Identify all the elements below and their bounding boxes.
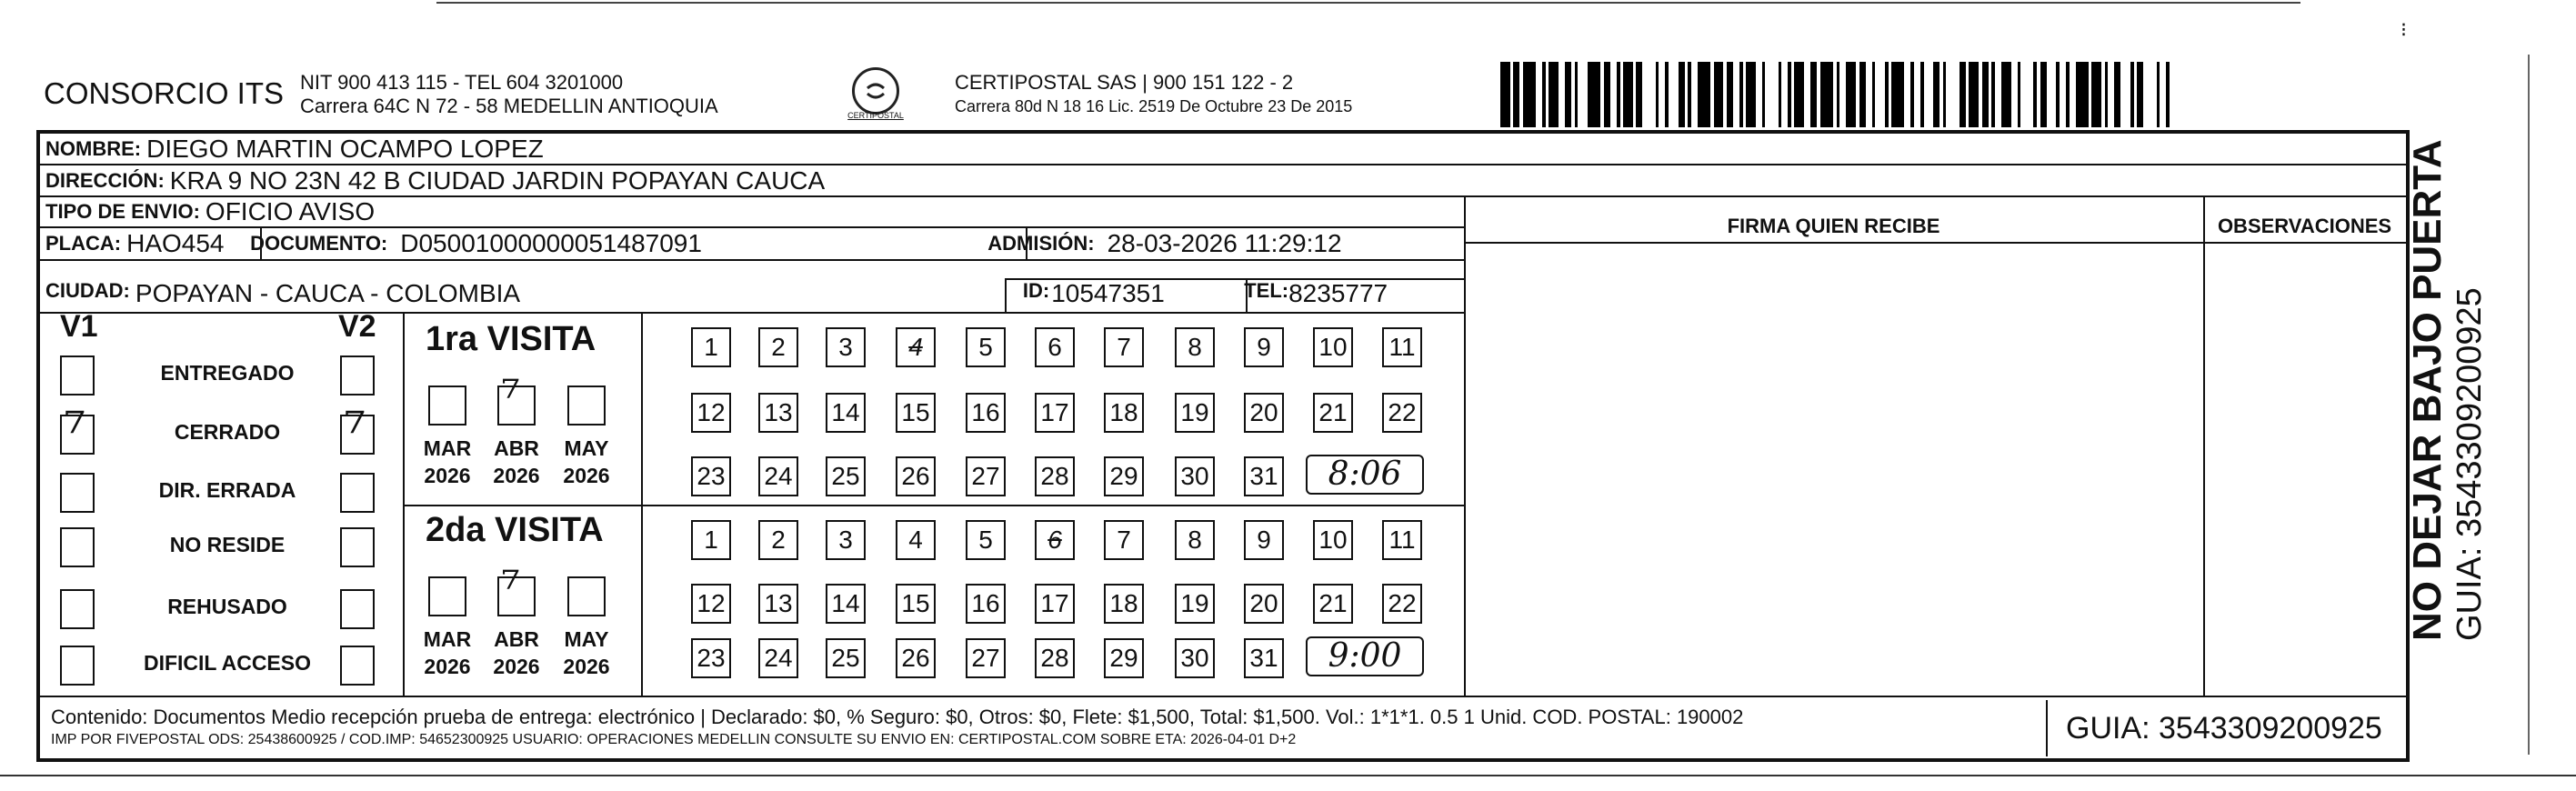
- visit2-day-box[interactable]: 11: [1382, 520, 1422, 560]
- footer-guia: GUIA: 3543309200925: [2046, 700, 2406, 756]
- placa-row: [40, 228, 1464, 261]
- right-edge-line: [2528, 55, 2530, 755]
- footer-content: Contenido: Documentos Medio recepción prueba de entrega: electrónico | Declarado: $0, % Seguro: $0, Otros: $0, Flete: $1,500, Total: $1,500. Vol.: 1*1*1. 0.5 1 Unid. COD. POSTAL: 190002: [51, 706, 1744, 728]
- visit1-day-box[interactable]: 29: [1104, 456, 1144, 496]
- visit1-day-box[interactable]: 3: [826, 327, 866, 367]
- first-visit-time: 8:06: [1306, 455, 1424, 495]
- visit2-month-label-1: [485, 626, 548, 680]
- side-guia: GUIA: 3543309200925: [2451, 287, 2489, 641]
- v1-checkbox-4[interactable]: [60, 589, 95, 629]
- barcode-bar: [2011, 62, 2018, 127]
- visit1-month-box-0[interactable]: [428, 385, 466, 426]
- barcode-bar: [1523, 62, 1536, 127]
- v1-checkbox-0[interactable]: [60, 355, 95, 396]
- visit2-day-box[interactable]: 7: [1104, 520, 1144, 560]
- barcode-bar: [1691, 62, 1698, 127]
- visit2-day-box[interactable]: 23: [691, 638, 731, 678]
- visit1-day-box[interactable]: 26: [896, 456, 936, 496]
- visit2-day-box[interactable]: 19: [1175, 584, 1215, 624]
- visit1-day-box[interactable]: 24: [758, 456, 798, 496]
- barcode-bar: [1565, 62, 1571, 127]
- visit1-day-box[interactable]: 6: [1035, 327, 1075, 367]
- visit1-day-box[interactable]: 13: [758, 393, 798, 433]
- visit2-day-box[interactable]: 27: [966, 638, 1006, 678]
- tipo-value: OFICIO AVISO: [205, 197, 376, 225]
- v2-checkbox-0[interactable]: [340, 355, 375, 396]
- visit2-day-box[interactable]: 13: [758, 584, 798, 624]
- barcode-bar: [2108, 62, 2114, 127]
- barcode-bar: [1642, 62, 1655, 127]
- documento-label: DOCUMENTO:: [250, 232, 388, 255]
- barcode-bar: [1914, 62, 1920, 127]
- direccion-value: KRA 9 NO 23N 42 B CIUDAD JARDIN POPAYAN CAUCA: [169, 165, 826, 195]
- barcode-bar: [1727, 62, 1733, 127]
- tipo-label: TIPO DE ENVIO:: [45, 200, 200, 223]
- barcode-bar: [2001, 62, 2011, 127]
- admision-value: 28-03-2026 11:29:12: [1107, 229, 1342, 257]
- side-text: [2405, 139, 2490, 641]
- placa-value: HAO454: [126, 229, 225, 257]
- observaciones-header: OBSERVACIONES: [2217, 215, 2392, 237]
- divider: [1005, 278, 1465, 280]
- visit2-month-label-2: [555, 626, 618, 680]
- divider: [40, 696, 2406, 697]
- visit2-month-label-0: [416, 626, 479, 680]
- barcode-bar: [1866, 62, 1872, 127]
- barcode-bar: [1804, 62, 1810, 127]
- barcode-bar: [1969, 62, 1979, 127]
- check-mark-icon: ⁷: [501, 562, 520, 616]
- status-label-2: DIR. ERRADA: [158, 478, 296, 502]
- visit2-month-year-2: 2026: [563, 655, 610, 678]
- v2-checkbox-2[interactable]: [340, 473, 375, 513]
- id-value: 10547351: [1051, 279, 1165, 307]
- v2-checkbox-3[interactable]: [340, 527, 375, 567]
- company-info: [300, 71, 718, 118]
- v2-header: V2: [338, 309, 376, 344]
- barcode-bar: [1946, 62, 1959, 127]
- placa-label: PLACA:: [45, 232, 122, 255]
- barcode-bar: [1588, 62, 1600, 127]
- documento-value: D05001000000051487091: [400, 229, 702, 257]
- visit2-day-box[interactable]: 5: [966, 520, 1006, 560]
- visit1-day-box[interactable]: 30: [1175, 456, 1215, 496]
- barcode-bar: [1559, 62, 1565, 127]
- admision-label: ADMISIÓN:: [987, 232, 1095, 255]
- visit2-day-box[interactable]: 28: [1035, 638, 1075, 678]
- courier-logo-icon: [852, 67, 899, 115]
- visit1-month-name-2: MAY: [564, 436, 609, 460]
- courier-info: [955, 71, 1352, 118]
- visit2-day-box[interactable]: 6: [1035, 520, 1075, 560]
- firma-header: FIRMA QUIEN RECIBE: [1727, 215, 1940, 237]
- v1-checkbox-5[interactable]: [60, 646, 95, 686]
- side-warning: NO DEJAR BAJO PUERTA: [2405, 139, 2450, 641]
- barcode-bar: [2170, 62, 2180, 127]
- visit1-month-year-2: 2026: [563, 464, 610, 487]
- visit2-day-box[interactable]: 24: [758, 638, 798, 678]
- barcode-bar: [1960, 62, 1966, 127]
- visit1-month-label-2: [555, 435, 618, 489]
- divider: [1005, 278, 1007, 314]
- visit2-month-year-1: 2026: [493, 655, 540, 678]
- first-visit-title: 1ra VISITA: [426, 320, 596, 358]
- barcode-bar: [1794, 62, 1804, 127]
- barcode: [1500, 62, 2180, 127]
- divider: [1464, 242, 2406, 244]
- visit1-day-box[interactable]: 1: [691, 327, 731, 367]
- visit2-day-box[interactable]: 12: [691, 584, 731, 624]
- visit2-day-box[interactable]: 18: [1104, 584, 1144, 624]
- barcode-bar: [1659, 62, 1665, 127]
- barcode-bar: [1733, 62, 1739, 127]
- visit2-day-box[interactable]: 30: [1175, 638, 1215, 678]
- visit1-day-box[interactable]: 21: [1313, 393, 1353, 433]
- check-mark-icon: ⁷: [344, 401, 366, 465]
- barcode-bar: [2070, 62, 2076, 127]
- visit1-day-box[interactable]: 14: [826, 393, 866, 433]
- v1-checkbox-2[interactable]: [60, 473, 95, 513]
- visit2-month-name-0: MAR: [423, 627, 472, 651]
- visit1-day-box[interactable]: 28: [1035, 456, 1075, 496]
- status-label-5: DIFICIL ACCESO: [143, 651, 311, 675]
- company-name: CONSORCIO ITS: [44, 76, 285, 110]
- status-label-3: NO RESIDE: [169, 533, 286, 556]
- divider: [2203, 197, 2205, 696]
- v1-checkbox-3[interactable]: [60, 527, 95, 567]
- barcode-bar: [2143, 62, 2156, 127]
- visit1-day-box[interactable]: 9: [1244, 327, 1284, 367]
- barcode-bar: [1781, 62, 1788, 127]
- v1-header: V1: [60, 309, 98, 344]
- barcode-bar: [1875, 62, 1885, 127]
- tel-value: 8235777: [1288, 279, 1388, 307]
- visit2-day-box[interactable]: 22: [1382, 584, 1422, 624]
- visit1-day-box[interactable]: 20: [1244, 393, 1284, 433]
- tipo-row: [40, 197, 1464, 228]
- visit2-day-box[interactable]: 26: [896, 638, 936, 678]
- barcode-bar: [1604, 62, 1610, 127]
- visit2-day-box[interactable]: 29: [1104, 638, 1144, 678]
- barcode-bar: [1549, 62, 1559, 127]
- visit2-day-box[interactable]: 2: [758, 520, 798, 560]
- visit1-month-name-1: ABR: [494, 436, 539, 460]
- barcode-bar: [1623, 62, 1633, 127]
- barcode-bar: [1714, 62, 1724, 127]
- barcode-bar: [2047, 62, 2057, 127]
- status-label-0: ENTREGADO: [160, 361, 295, 385]
- visit1-day-box[interactable]: 2: [758, 327, 798, 367]
- status-label-1: CERRADO: [174, 420, 281, 444]
- ciudad-label: CIUDAD:: [45, 279, 130, 302]
- visit2-month-box-2[interactable]: [567, 576, 606, 616]
- visit2-day-box[interactable]: 3: [826, 520, 866, 560]
- barcode-bar: [1820, 62, 1833, 127]
- visit1-month-box-2[interactable]: [567, 385, 606, 426]
- divider: [1246, 278, 1248, 314]
- courier-name: CERTIPOSTAL SAS | 900 151 122 - 2: [955, 71, 1294, 94]
- divider: [1026, 228, 1027, 261]
- visit1-day-box[interactable]: 15: [896, 393, 936, 433]
- visit2-day-box[interactable]: 10: [1313, 520, 1353, 560]
- barcode-bar: [1610, 62, 1617, 127]
- courier-address: Carrera 80d N 18 16 Lic. 2519 De Octubre 23 De 2015: [955, 97, 1353, 115]
- barcode-bar: [1810, 62, 1817, 127]
- visit2-day-box[interactable]: 1: [691, 520, 731, 560]
- visit1-month-year-0: 2026: [424, 464, 471, 487]
- barcode-bar: [1669, 62, 1679, 127]
- visit1-month-name-0: MAR: [423, 436, 472, 460]
- company-nit: NIT 900 413 115 - TEL 604 3201000: [300, 71, 624, 94]
- visit1-day-box[interactable]: 5: [966, 327, 1006, 367]
- nombre-row: [40, 134, 2406, 165]
- ciudad-row: [40, 261, 1464, 314]
- barcode-bar: [1578, 62, 1588, 127]
- footer-print-info: IMP POR FIVEPOSTAL ODS: 25438600925 / COD.IMP: 54652300925 USUARIO: OPERACIONES MEDELLIN CONSULTE SU ENVIO EN: CERTIPOSTAL.COM SOBRE ETA: 2026-04-01 D+2: [51, 732, 1297, 747]
- visit2-day-box[interactable]: 17: [1035, 584, 1075, 624]
- barcode-bar: [1995, 62, 2001, 127]
- divider: [260, 228, 262, 261]
- bottom-edge-line: [0, 775, 2576, 776]
- barcode-bar: [2040, 62, 2047, 127]
- visit2-month-year-0: 2026: [424, 655, 471, 678]
- barcode-bar: [2020, 62, 2033, 127]
- barcode-bar: [1846, 62, 1856, 127]
- v2-checkbox-5[interactable]: [340, 646, 375, 686]
- visit2-month-name-1: ABR: [494, 627, 539, 651]
- divider: [403, 505, 1464, 506]
- id-label: ID:: [1022, 279, 1050, 302]
- barcode-bar: [1933, 62, 1940, 127]
- visit2-day-box[interactable]: 16: [966, 584, 1006, 624]
- barcode-bar: [1982, 62, 1989, 127]
- edge-mark: ⁝: [2401, 18, 2407, 41]
- barcode-bar: [2114, 62, 2120, 127]
- check-mark-icon: ⁷: [501, 371, 520, 426]
- visit1-day-box[interactable]: 31: [1244, 456, 1284, 496]
- barcode-bar: [2076, 62, 2089, 127]
- visit2-day-box[interactable]: 4: [896, 520, 936, 560]
- visit1-day-box[interactable]: 22: [1382, 393, 1422, 433]
- visit1-day-box[interactable]: 19: [1175, 393, 1215, 433]
- barcode-bar: [2160, 62, 2166, 127]
- company-address: Carrera 64C N 72 - 58 MEDELLIN ANTIOQUIA: [300, 95, 718, 117]
- direccion-row: [40, 165, 2406, 197]
- check-mark-icon: ⁷: [64, 401, 86, 465]
- ciudad-value: POPAYAN - CAUCA - COLOMBIA: [135, 279, 521, 307]
- visit1-day-box[interactable]: 25: [826, 456, 866, 496]
- status-label-4: REHUSADO: [167, 595, 287, 618]
- visit2-day-box[interactable]: 25: [826, 638, 866, 678]
- visit1-day-box[interactable]: 17: [1035, 393, 1075, 433]
- direccion-label: DIRECCIÓN:: [45, 168, 165, 192]
- second-visit-title: 2da VISITA: [426, 511, 604, 549]
- visit2-day-box[interactable]: 9: [1244, 520, 1284, 560]
- visit2-month-name-2: MAY: [564, 627, 609, 651]
- barcode-bar: [1513, 62, 1519, 127]
- visit1-day-box[interactable]: 27: [966, 456, 1006, 496]
- barcode-bar: [1924, 62, 1934, 127]
- barcode-bar: [1891, 62, 1904, 127]
- divider: [1464, 197, 1466, 696]
- visit2-day-box[interactable]: 8: [1175, 520, 1215, 560]
- barcode-bar: [2137, 62, 2143, 127]
- visit2-day-box[interactable]: 20: [1244, 584, 1284, 624]
- nombre-value: DIEGO MARTIN OCAMPO LOPEZ: [146, 134, 544, 163]
- barcode-bar: [1746, 62, 1756, 127]
- visit1-day-box[interactable]: 12: [691, 393, 731, 433]
- barcode-bar: [2091, 62, 2101, 127]
- barcode-bar: [1679, 62, 1685, 127]
- visit1-day-box[interactable]: 8: [1175, 327, 1215, 367]
- visit1-month-label-1: [485, 435, 548, 489]
- visit1-day-box[interactable]: 10: [1313, 327, 1353, 367]
- barcode-bar: [1765, 62, 1778, 127]
- barcode-bar: [2120, 62, 2130, 127]
- barcode-bar: [2060, 62, 2066, 127]
- second-visit-time: 9:00: [1306, 636, 1424, 676]
- visit2-day-box[interactable]: 31: [1244, 638, 1284, 678]
- tel-label: TEL:: [1244, 279, 1289, 302]
- visit1-day-box[interactable]: 11: [1382, 327, 1422, 367]
- barcode-bar: [1904, 62, 1910, 127]
- barcode-bar: [1756, 62, 1762, 127]
- visit1-day-box[interactable]: 16: [966, 393, 1006, 433]
- visit2-day-box[interactable]: 14: [826, 584, 866, 624]
- barcode-bar: [1839, 62, 1846, 127]
- visit2-day-box[interactable]: 15: [896, 584, 936, 624]
- visit2-month-box-0[interactable]: [428, 576, 466, 616]
- visit1-day-box[interactable]: 23: [691, 456, 731, 496]
- visit1-day-box[interactable]: 4: [896, 327, 936, 367]
- visit2-day-box[interactable]: 21: [1313, 584, 1353, 624]
- courier-logo-text: CERTIPOSTAL: [847, 111, 904, 120]
- barcode-bar: [1636, 62, 1642, 127]
- barcode-bar: [1500, 62, 1510, 127]
- barcode-bar: [1859, 62, 1866, 127]
- visit1-day-box[interactable]: 7: [1104, 327, 1144, 367]
- visit1-day-box[interactable]: 18: [1104, 393, 1144, 433]
- visit1-month-year-1: 2026: [493, 464, 540, 487]
- nombre-label: NOMBRE:: [45, 136, 142, 160]
- v2-checkbox-4[interactable]: [340, 589, 375, 629]
- barcode-bar: [1536, 62, 1542, 127]
- top-edge-line: [436, 2, 2300, 4]
- visit1-month-label-0: [416, 435, 479, 489]
- barcode-bar: [1698, 62, 1710, 127]
